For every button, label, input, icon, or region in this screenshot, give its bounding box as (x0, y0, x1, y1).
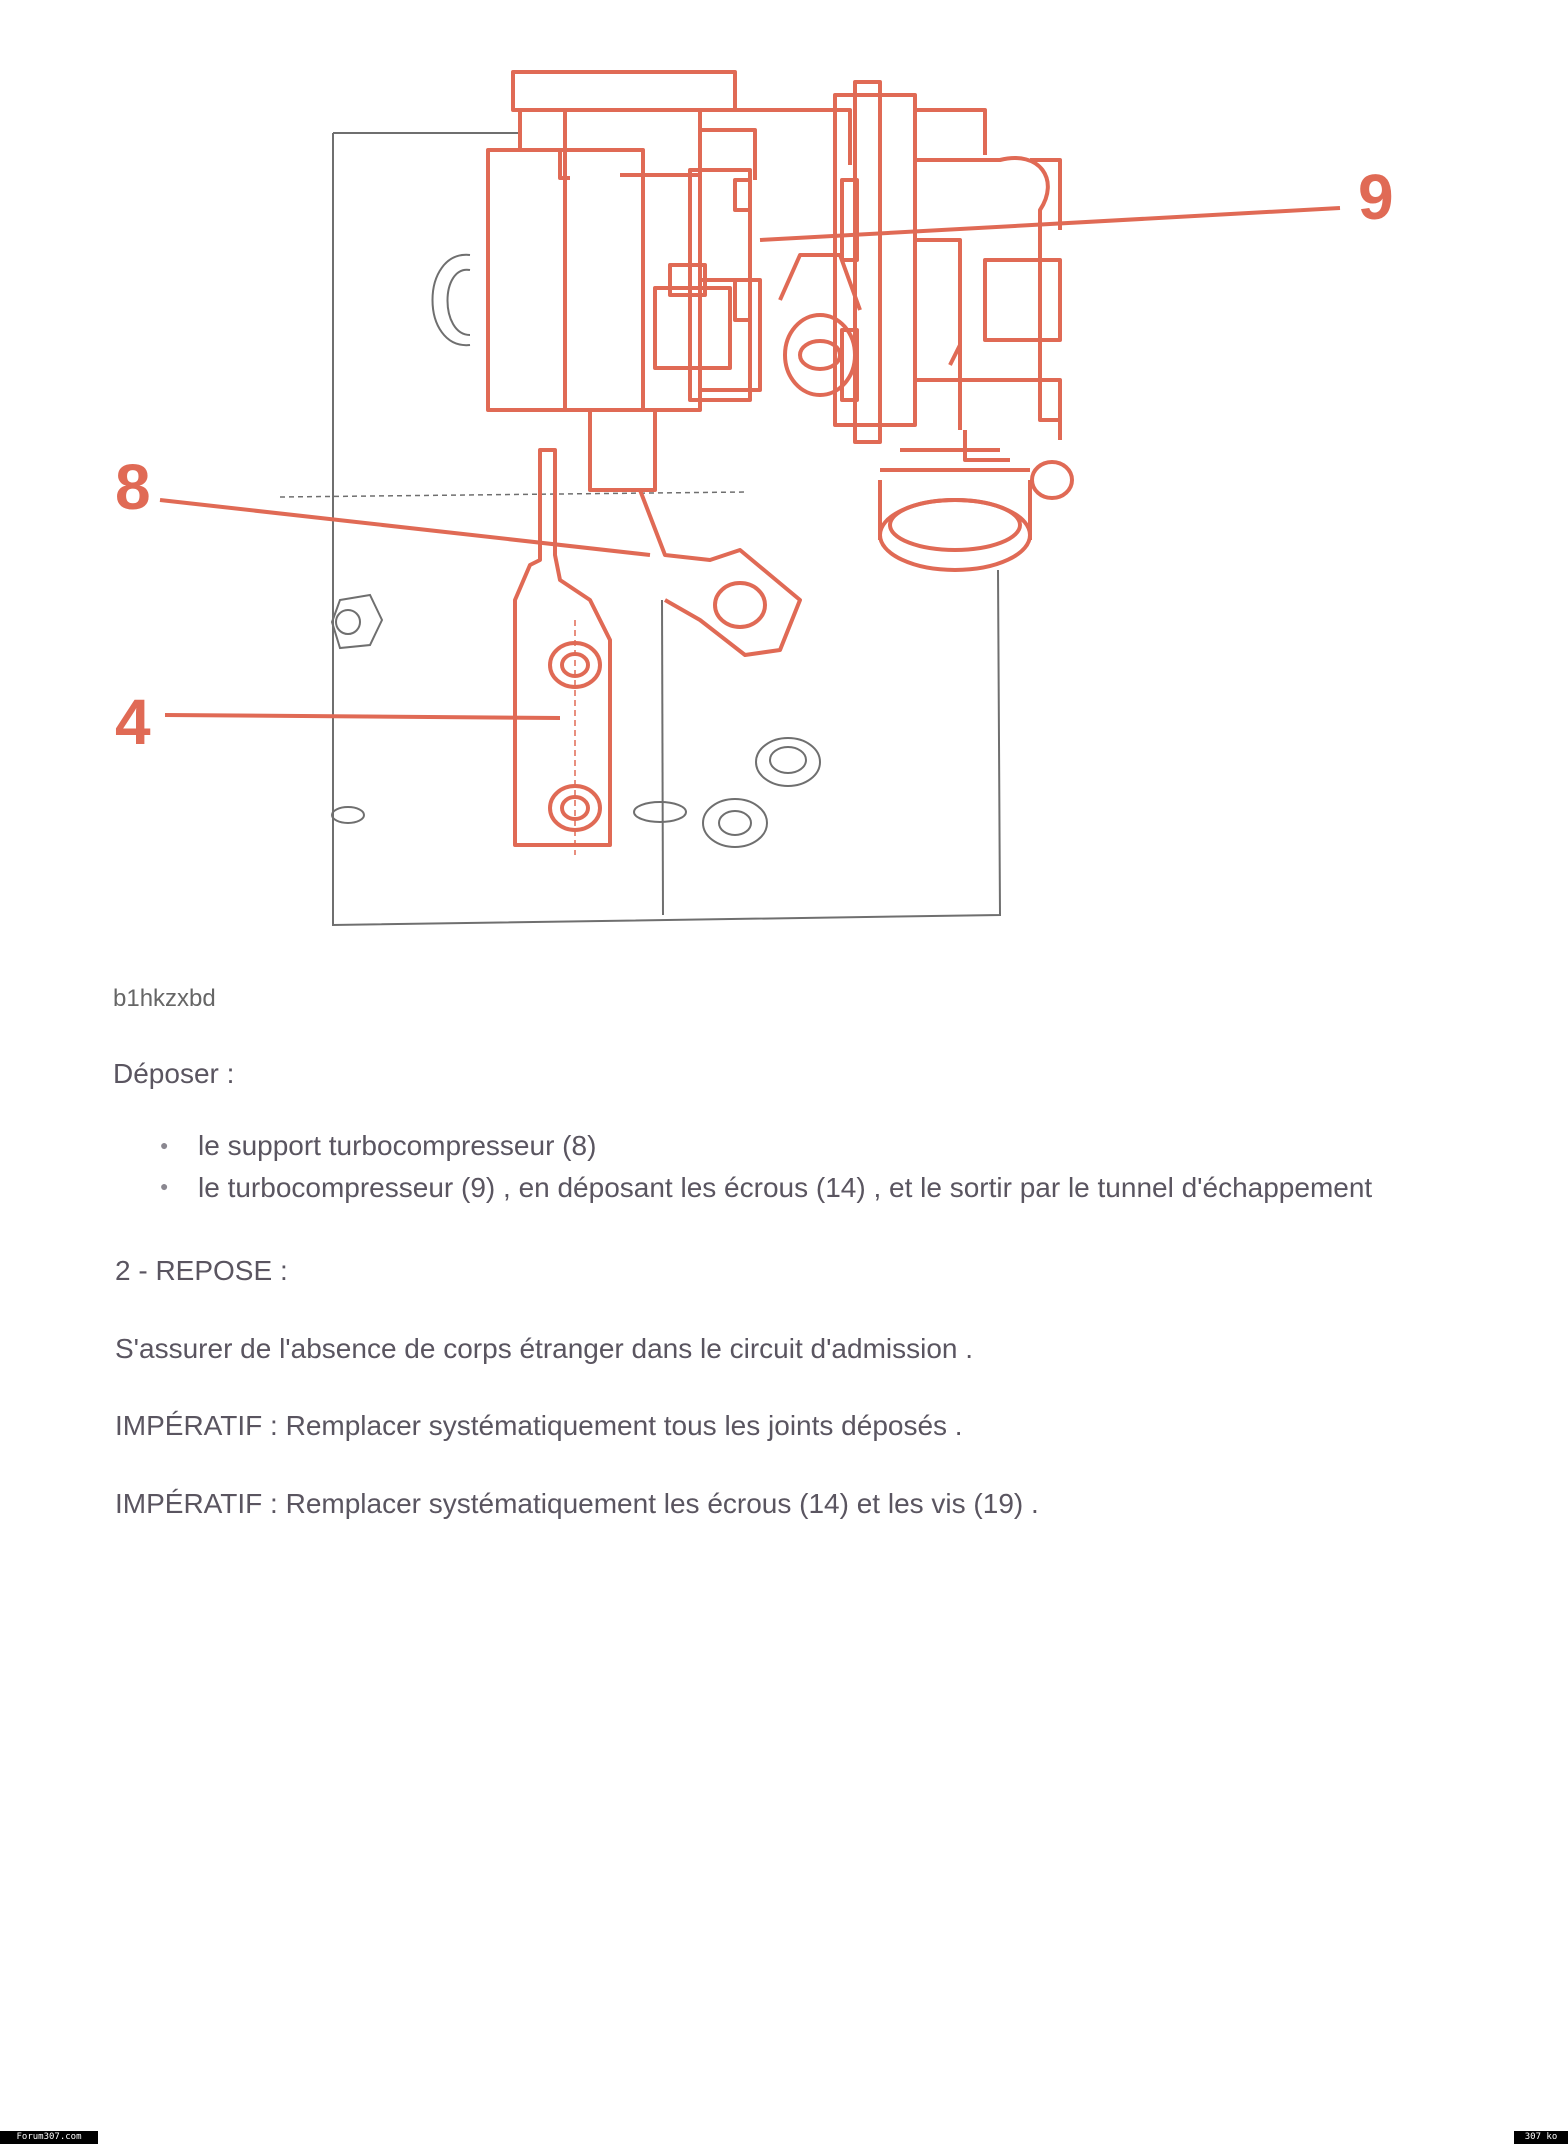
footer-watermark-left: Forum307.com (0, 2131, 98, 2144)
instruction-paragraph: IMPÉRATIF : Remplacer systématiquement les écrous (14) et les vis (19) . (115, 1488, 1039, 1519)
instruction-paragraph: S'assurer de l'absence de corps étranger dans le circuit d'admission . (115, 1333, 974, 1364)
support-bracket (515, 410, 800, 855)
footer-size-label: 307 ko (1514, 2131, 1568, 2144)
callout-9: 9 (1358, 161, 1394, 233)
depose-steps-list (160, 1130, 1372, 1213)
turbocharger (488, 72, 1072, 570)
list-item: ● le turbocompresseur (9) , en déposant les écrous (14) , et le sortir par le tunnel d'échappement (160, 1172, 1372, 1206)
callout-8: 8 (115, 451, 151, 523)
instruction-paragraph: IMPÉRATIF : Remplacer systématiquement tous les joints déposés . (115, 1410, 963, 1441)
section-heading-depose: Déposer : (113, 1058, 235, 1089)
callout-4: 4 (115, 686, 151, 758)
list-item: ● le support turbocompresseur (8) (160, 1130, 1372, 1164)
section-heading-repose: 2 - REPOSE : (115, 1255, 288, 1286)
technical-diagram (0, 0, 1568, 960)
figure-reference: b1hkzxbd (113, 985, 216, 1012)
